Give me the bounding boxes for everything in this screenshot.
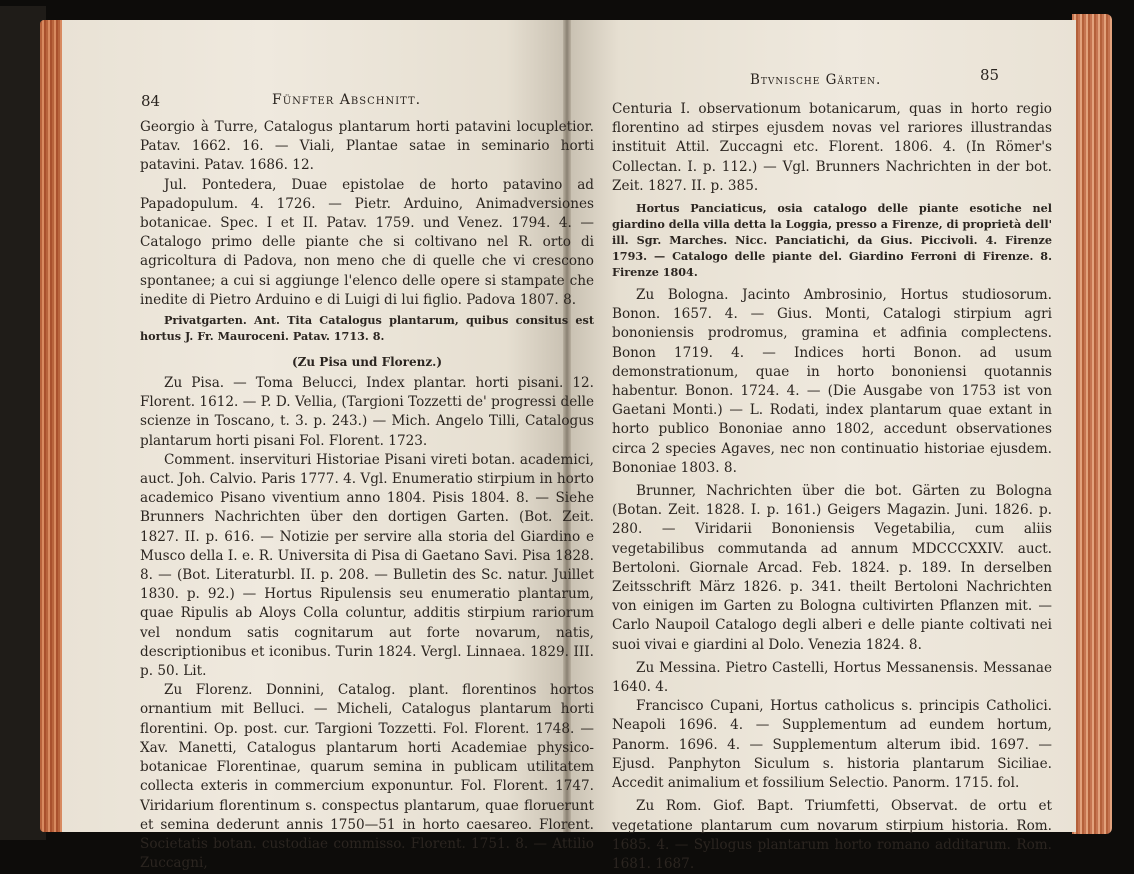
paragraph: Francisco Cupani, Hortus catholicus s. principis Catholici. Neapoli 1696. 4. — Supplementum ad eundem hortum, Panorm. 1696. 4. — Supplementum alterum ibid. 1697. — Ejusd. Panphyton Siculum s. historia plantarum Siciliae. Accedit animalium et fossilium Selectio. Panorm. 1715. fol. xyxy=(612,698,1052,792)
paragraph: Privatgarten. Ant. Tita Catalogus plantarum, quibus consitus est hortus J. Fr. Mauroceni. Patav. 1713. 8. xyxy=(140,313,594,344)
paragraph: Hortus Panciaticus, osia catalogo delle piante esotiche nel giardino della villa detta la Loggia, presso a Firenze, di proprietà dell' ill. Sgr. Marches. Nicc. Panciatichi, da Gius. Piccivoli. 4. Firenze 1793. — Catalogo delle piante del. Giardino Ferroni di Firenze. 8. Firenze 1804. xyxy=(612,201,1052,280)
right-page-text xyxy=(612,100,1052,874)
right-running-head: Btvnische Gärten. xyxy=(750,72,882,88)
page-edges-right xyxy=(1072,14,1112,834)
paragraph: Zu Pisa. — Toma Belucci, Index plantar. horti pisani. 12. Florent. 1612. — P. D. Vellia, (Targioni Tozzetti de' progressi delle scienze in Toscano, t. 3. p. 243.) — Mich. Angelo Tilli, Catalogus plantarum horti pisani Fol. Florent. 1723. xyxy=(140,375,594,449)
left-page-number: 84 xyxy=(141,92,161,110)
paragraph: Centuria I. observationum botanicarum, quas in horto regio florentino ad stirpes ejusdem novas vel rariores illustrandas instituit Attil. Zuccagni etc. Florent. 1806. 4. (In Römer's Collectan. I. p. 112.) — Vgl. Brunners Nachrichten in der bot. Zeit. 1827. II. p. 385. xyxy=(612,101,1052,194)
paragraph: Zu Bologna. Jacinto Ambrosinio, Hortus studiosorum. Bonon. 1657. 4. — Gius. Monti, Catalogi stirpium agri bononiensis prodromus, gramina et adfinia complectens. Bonon 1719. 4. — Indices horti Bonon. ad usum demonstrationum, quae in horto bononiensi quotannis habentur. Bonon. 1724. 4. — (Die Ausgabe von 1753 ist von Gaetani Monti.) — L. Rodati, index plantarum quae extant in horto publico Bononiae anno 1802, accedunt observationes circa 2 species Agaves, nec non continuatio historiae ejusdem. Bononiae 1803. 8. xyxy=(612,287,1052,476)
section-heading: (Zu Pisa und Florenz.) xyxy=(291,355,443,370)
left-running-head: Fünfter Abschnitt. xyxy=(272,92,422,108)
left-page-text xyxy=(140,118,594,873)
paragraph: Zu Messina. Pietro Castelli, Hortus Messanensis. Messanae 1640. 4. xyxy=(612,659,1052,696)
paragraph: Zu Florenz. Donnini, Catalog. plant. florentinos hortos ornantium mit Belluci. — Micheli, Catalogus plantarum horti florentini. Op. post. cur. Targioni Tozzetti. Fol. Florent. 1748. — Xav. Manetti, Catalogus plantarum horti Academiae physico-botanicae Florentinae, quarum semina in publicam utilitatem collecta exteris in commercium exponuntur. Fol. Florent. 1747. Viridarium florentinum s. conspectus plantarum, quae floruerunt et semina dederunt annis 1750—51 in horto caesareo. Florent. Societatis botan. custodiae commisso. Florent. 1751. 8. — Attilio Zuccagni, xyxy=(140,682,594,872)
paragraph: Georgio à Turre, Catalogus plantarum horti patavini locupletior. Patav. 1662. 16. — Viali, Plantae satae in seminario horti patavini. Patav. 1686. 12. xyxy=(140,119,594,174)
paragraph: Jul. Pontedera, Duae epistolae de horto patavino ad Papadopulum. 4. 1726. — Pietr. Arduino, Animadversiones botanicae. Spec. I et II. Patav. 1759. und Venez. 1794. 4. — Catalogo primo delle piante che si coltivano nel R. orto di agricoltura di Padova, non meno che di quelle che vi crescono spontanee; a cui si aggiunge l'elenco delle opere si stampate che inedite di Pietro Arduino e di Luigi di lui figlio. Padova 1807. 8. xyxy=(140,176,594,308)
paragraph: Zu Rom. Giof. Bapt. Triumfetti, Observat. de ortu et vegetatione plantarum cum novarum stirpium historia. Rom. 1685. 4. — Syllogus plantarum horto romano additarum. Rom. 1681. 1687. xyxy=(612,798,1052,872)
right-page-number: 85 xyxy=(980,66,1000,84)
paragraph: Comment. inservituri Historiae Pisani vireti botan. academici, auct. Joh. Calvio. Paris 1777. 4. Vgl. Enumeratio stirpium in horto academico Pisano viventium anno 1804. Pisis 1804. 8. — Siehe Brunners Nachrichten über den dortigen Garten. (Bot. Zeit. 1827. II. p. 616. — Notizie per servire alla storia del Giardino e Musco della I. e. R. Universita di Pisa di Gaetano Savi. Pisa 1828. 8. — (Bot. Literaturbl. II. p. 208. — Bulletin des Sc. natur. Juillet 1830. p. 92.) — Hortus Ripulensis seu enumeratio plantarum, quae Ripulis ab Aloys Colla coluntur, additis stirpium rariorum vel nondum satis cognitarum aut forte novarum, natis, descriptionibus et iconibus. Turin 1824. Vergl. Linnaea. 1829. III. p. 50. Lit. xyxy=(140,451,594,680)
paragraph: Brunner, Nachrichten über die bot. Gärten zu Bologna (Botan. Zeit. 1828. I. p. 161.) Geigers Magazin. Juni. 1826. p. 280. — Viridarii Bononiensis Vegetabilia, cum aliis vegetabilibus commutanda ad annum MDCCCXXIV. auct. Bertoloni. Giornale Arcad. Feb. 1824. p. 189. In derselben Zeitsschrift März 1826. p. 341. theilt Bertoloni Nachrichten von einigen im Garten zu Bologna cultivirten Pflanzen mit. — Carlo Naupoil Catalogo degli alberi e delle piante coltivati nei suoi vivai e giardini al Dolo. Venezia 1824. 8. xyxy=(612,483,1052,653)
